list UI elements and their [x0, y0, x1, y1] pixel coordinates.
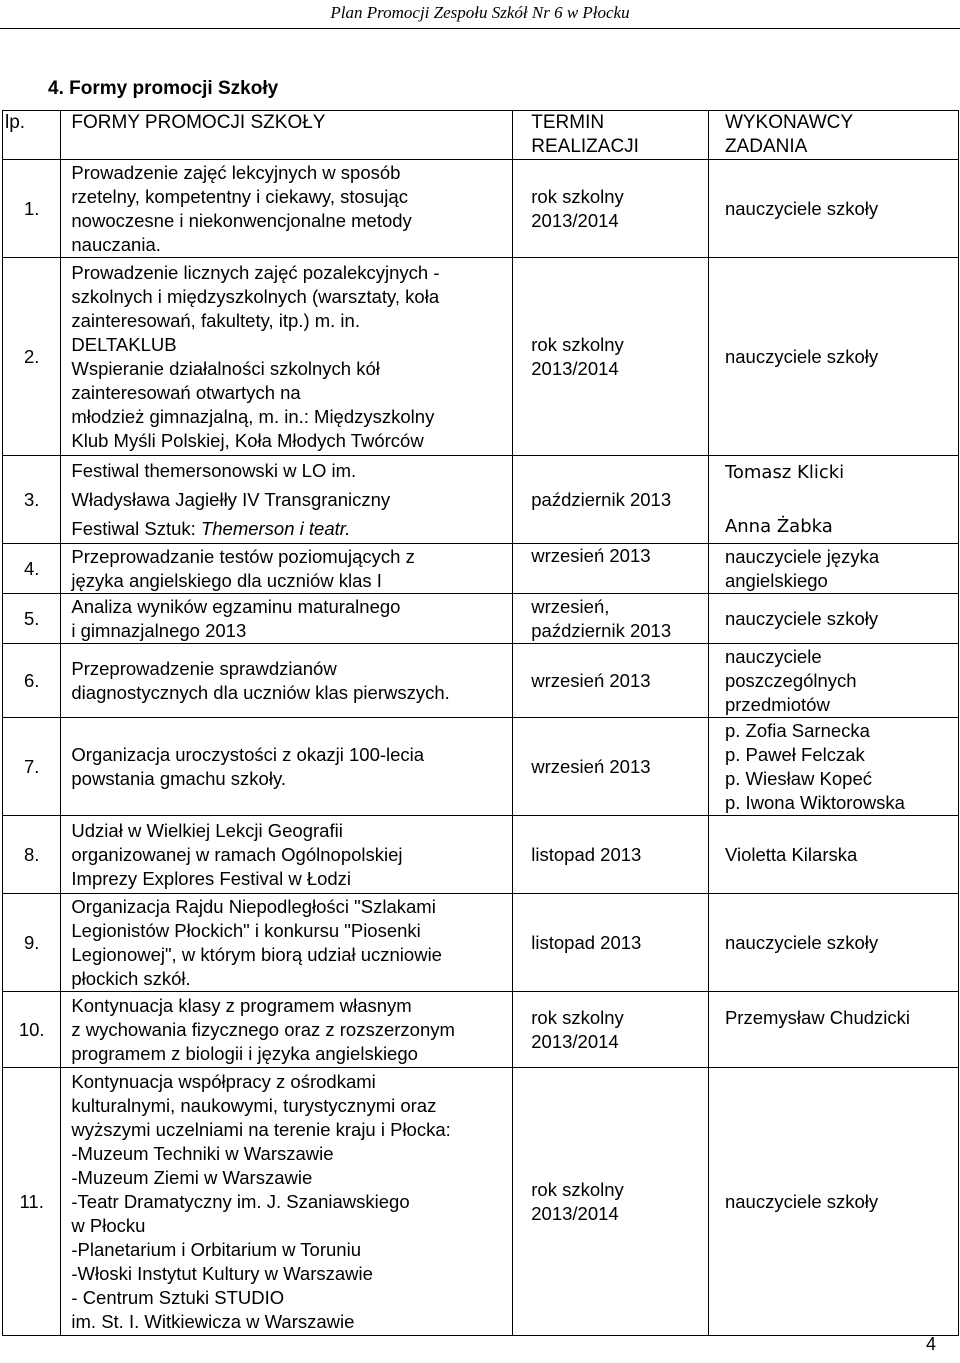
row-term: wrzesień 2013	[513, 718, 709, 816]
row-executors: nauczyciele szkoły	[708, 160, 958, 258]
row-number: 3.	[3, 456, 61, 544]
row-form-line	[71, 514, 508, 543]
table-row	[3, 594, 959, 644]
row-executors: nauczyciele szkoły	[708, 594, 958, 644]
row-term: rok szkolny 2013/2014	[513, 258, 709, 456]
table-row	[3, 992, 959, 1068]
row-form	[61, 456, 513, 544]
page-number: 4	[925, 1334, 936, 1354]
row-form: Prowadzenie licznych zajęć pozalekcyjnych - szkolnych i międzyszkolnych (warsztaty, koła zainteresowań, fakultety, itp.) m. in. DELTAKLUB Wspieranie działalności szkolnych kół zainteresowań otwartych na młodzież gimnazjalną, m. in.: Międzyszkolny Klub Myśli Polskiej, Koła Młodych Twórców	[61, 258, 513, 456]
section-title: 4. Formy promocji Szkoły	[48, 78, 279, 99]
table-row	[3, 816, 959, 894]
row-form-line: Władysława Jagiełły IV Transgraniczny	[71, 489, 391, 510]
row-term: wrzesień 2013	[513, 644, 709, 718]
row-form: Kontynuacja klasy z programem własnym z wychowania fizycznego oraz z rozszerzonym programem z biologii i języka angielskiego	[61, 992, 513, 1068]
row-term: wrzesień 2013	[513, 544, 709, 594]
row-term: listopad 2013	[513, 894, 709, 992]
row-executors: nauczyciele języka angielskiego	[708, 544, 958, 594]
row-executors: p. Zofia Sarnecka p. Paweł Felczak p. Wiesław Kopeć p. Iwona Wiktorowska	[708, 718, 958, 816]
row-number: 7.	[3, 718, 61, 816]
table-row	[3, 258, 959, 456]
row-executors: nauczyciele szkoły	[708, 258, 958, 456]
row-form: Przeprowadzenie sprawdzianów diagnostycznych dla uczniów klas pierwszych.	[61, 644, 513, 718]
row-form: Organizacja Rajdu Niepodległości "Szlakami Legionistów Płockich" i konkursu "Piosenki Legionowej", w którym biorą udział uczniowie płockich szkół.	[61, 894, 513, 992]
row-number: 6.	[3, 644, 61, 718]
table-row	[3, 718, 959, 816]
row-executors: nauczyciele szkoły	[708, 894, 958, 992]
row-number: 5.	[3, 594, 61, 644]
row-number: 4.	[3, 544, 61, 594]
table-row	[3, 894, 959, 992]
row-executors: Tomasz Klicki Anna Żabka	[708, 456, 958, 544]
row-term: rok szkolny 2013/2014	[513, 992, 709, 1068]
header-form: FORMY PROMOCJI SZKOŁY	[61, 111, 513, 160]
header-term: TERMIN REALIZACJI	[513, 111, 709, 160]
row-term: wrzesień, październik 2013	[513, 594, 709, 644]
row-number: 1.	[3, 160, 61, 258]
row-term: rok szkolny 2013/2014	[513, 160, 709, 258]
row-number: 8.	[3, 816, 61, 894]
row-form: Udział w Wielkiej Lekcji Geografii organizowanej w ramach Ogólnopolskiej Imprezy Explores Festival w Łodzi	[61, 816, 513, 894]
header-title: Plan Promocji Zespołu Szkół Nr 6 w Płocku	[330, 3, 630, 22]
row-form-italic: Themerson i teatr.	[200, 518, 351, 539]
row-executors: nauczyciele poszczególnych przedmiotów	[708, 644, 958, 718]
row-executors: Violetta Kilarska	[708, 816, 958, 894]
row-form: Organizacja uroczystości z okazji 100-lecia powstania gmachu szkoły.	[61, 718, 513, 816]
page-header	[0, 0, 960, 29]
header-lp: lp.	[3, 111, 61, 160]
table-row	[3, 456, 959, 544]
row-number: 10.	[3, 992, 61, 1068]
promotion-table	[2, 110, 959, 1336]
row-form: Analiza wyników egzaminu maturalnego i gimnazjalnego 2013	[61, 594, 513, 644]
row-term: październik 2013	[513, 456, 709, 544]
row-form: Prowadzenie zajęć lekcyjnych w sposób rzetelny, kompetentny i ciekawy, stosując nowoczesne i niekonwencjonalne metody nauczania.	[61, 160, 513, 258]
row-number: 11.	[3, 1068, 61, 1336]
table-row	[3, 1068, 959, 1336]
row-term: rok szkolny 2013/2014	[513, 1068, 709, 1336]
table-row	[3, 544, 959, 594]
row-number: 2.	[3, 258, 61, 456]
table-row	[3, 160, 959, 258]
header-executors: WYKONAWCY ZADANIA	[708, 111, 958, 160]
row-executors: nauczyciele szkoły	[708, 1068, 958, 1336]
table-header-row	[3, 111, 959, 160]
row-form-line: Festiwal themersonowski w LO im.	[71, 460, 357, 481]
table-row	[3, 644, 959, 718]
row-number: 9.	[3, 894, 61, 992]
row-form: Kontynuacja współpracy z ośrodkami kulturalnymi, naukowymi, turystycznymi oraz wyższymi uczelniami na terenie kraju i Płocka: -Muzeum Techniki w Warszawie -Muzeum Ziemi w Warszawie -Teatr Dramatyczny im. J. Szaniawskiego w Płocku -Planetarium i Orbitarium w Toruniu -Włoski Instytut Kultury w Warszawie - Centrum Sztuki STUDIO im. St. I. Witkiewicza w Warszawie	[61, 1068, 513, 1336]
row-form: Przeprowadzanie testów poziomujących z języka angielskiego dla uczniów klas I	[61, 544, 513, 594]
row-form-text: Festiwal Sztuk:	[71, 518, 201, 539]
row-executors: Przemysław Chudzicki	[708, 992, 958, 1068]
row-term: listopad 2013	[513, 816, 709, 894]
